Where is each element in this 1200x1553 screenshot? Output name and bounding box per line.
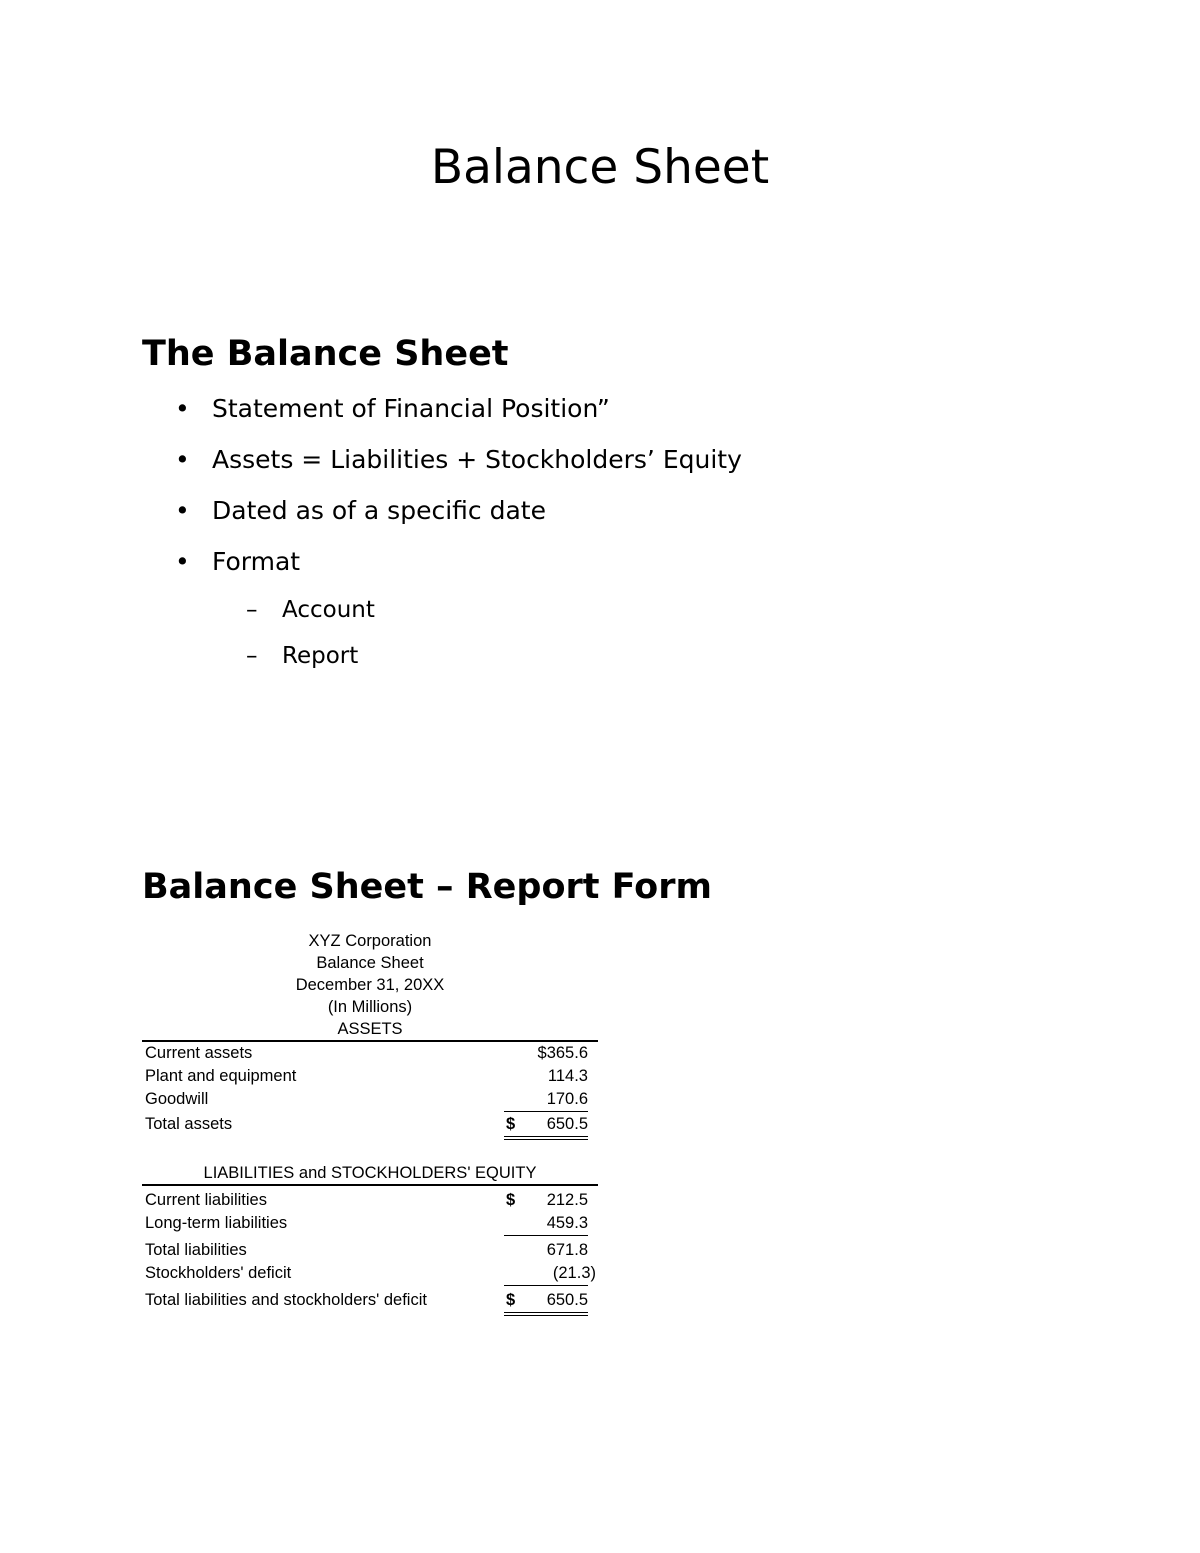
- balance-sheet-report: [142, 930, 598, 1318]
- subtotal-rule: [504, 1235, 588, 1236]
- bullet-dot-icon: •: [175, 547, 190, 576]
- subtotal-rule: [504, 1111, 588, 1112]
- assets-header: ASSETS: [337, 1020, 403, 1038]
- table-row: Current assets $365.6: [145, 1044, 588, 1062]
- bullet-dot-icon: •: [175, 445, 190, 474]
- report-statement: Balance Sheet: [316, 954, 424, 972]
- sub-bullet-list: [142, 597, 375, 689]
- report-units: (In Millions): [327, 998, 413, 1016]
- table-row-total: Total assets $ 650.5: [145, 1115, 588, 1133]
- sub-bullet-item: – Report: [246, 643, 359, 669]
- report-date: December 31, 20XX: [295, 976, 445, 994]
- bullet-list: [142, 394, 742, 598]
- table-row: Stockholders' deficit (21.3): [145, 1264, 596, 1282]
- double-underline: [504, 1136, 588, 1140]
- subtotal-rule: [504, 1285, 588, 1286]
- sub-bullet-item: – Account: [246, 597, 375, 623]
- bullet-dot-icon: •: [175, 394, 190, 423]
- liabilities-header: LIABILITIES and STOCKHOLDERS' EQUITY: [203, 1164, 537, 1182]
- table-row: Current liabilities $ 212.5: [145, 1191, 588, 1209]
- bullet-item: • Statement of Financial Position”: [175, 394, 610, 423]
- bullet-item: • Format: [175, 547, 301, 576]
- table-row: Long-term liabilities 459.3: [145, 1214, 588, 1232]
- section-heading-balance-sheet: The Balance Sheet: [142, 334, 509, 374]
- double-underline: [504, 1312, 588, 1316]
- dash-icon: –: [246, 643, 258, 669]
- table-row-total: Total liabilities and stockholders' deficit $ 650.5: [145, 1291, 588, 1309]
- table-row: Total liabilities 671.8: [145, 1241, 588, 1259]
- table-row: Plant and equipment 114.3: [145, 1067, 588, 1085]
- bullet-item: • Dated as of a specific date: [175, 496, 546, 525]
- document-title: Balance Sheet: [430, 140, 770, 195]
- table-row: Goodwill 170.6: [145, 1090, 588, 1108]
- report-company: XYZ Corporation: [308, 932, 432, 950]
- bullet-dot-icon: •: [175, 496, 190, 525]
- section-heading-report-form: Balance Sheet – Report Form: [142, 867, 712, 907]
- dash-icon: –: [246, 597, 258, 623]
- bullet-item: • Assets = Liabilities + Stockholders’ Equity: [175, 445, 742, 474]
